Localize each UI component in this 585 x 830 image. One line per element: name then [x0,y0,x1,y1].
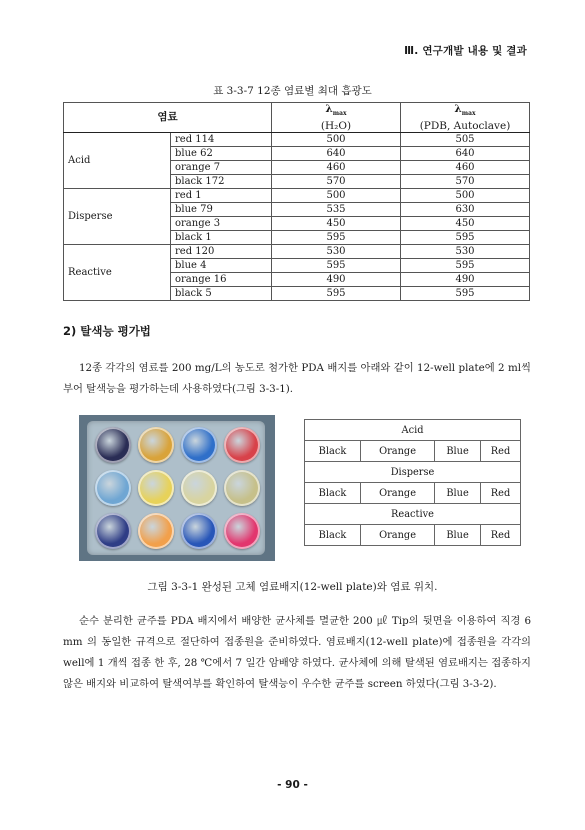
pdb-value-cell: 460 [401,161,530,175]
well [224,513,260,549]
layout-section-label: Disperse [305,462,521,483]
table-body [64,133,530,301]
layout-color-cell: Black [305,441,361,462]
table-row [64,133,530,147]
layout-color-cell: Red [480,483,520,504]
table-header-row [64,103,530,133]
dye-name-cell: red 120 [171,245,272,259]
layout-section-row [305,462,521,483]
dye-name-cell: blue 62 [171,147,272,161]
well [138,470,174,506]
h2o-value-cell: 570 [272,175,401,189]
well [95,513,131,549]
lambda-max-pdb: $\lambda_{max}$ [454,103,476,118]
well [138,427,174,463]
well-plate [87,421,265,555]
header-dye: 염료 [64,103,272,133]
layout-color-cell: Black [305,525,361,546]
well [95,427,131,463]
pdb-value-cell: 630 [401,203,530,217]
pdb-value-cell: 595 [401,287,530,301]
dye-name-cell: orange 7 [171,161,272,175]
h2o-value-cell: 595 [272,259,401,273]
well [181,513,217,549]
pdb-value-cell: 570 [401,175,530,189]
h2o-value-cell: 595 [272,287,401,301]
pdb-value-cell: 500 [401,189,530,203]
page-number: - 90 - [277,779,308,791]
well [224,427,260,463]
pdb-value-cell: 595 [401,231,530,245]
header-h2o-cond: (H₂O) [320,120,352,133]
dye-group-label: Disperse [64,189,171,245]
dye-name-cell: red 1 [171,189,272,203]
layout-section-label: Reactive [305,504,521,525]
dye-name-cell: blue 4 [171,259,272,273]
dye-name-cell: blue 79 [171,203,272,217]
layout-cells-row [305,525,521,546]
dye-name-cell: black 172 [171,175,272,189]
h2o-value-cell: 500 [272,189,401,203]
table-row [64,245,530,259]
pdb-value-cell: 450 [401,217,530,231]
layout-color-cell: Orange [360,525,434,546]
well [224,470,260,506]
well-plate-photo [79,415,275,561]
dye-group-label: Acid [64,133,171,189]
h2o-value-cell: 500 [272,133,401,147]
layout-section-row [305,504,521,525]
section-heading: 2) 탈색능 평가법 [63,324,151,338]
dye-group-label: Reactive [64,245,171,301]
pdb-value-cell: 505 [401,133,530,147]
header-pdb-cond: (PDB, Autoclave) [419,120,511,133]
h2o-value-cell: 530 [272,245,401,259]
layout-section-row [305,420,521,441]
h2o-value-cell: 595 [272,231,401,245]
layout-color-cell: Orange [360,483,434,504]
layout-color-cell: Blue [435,441,481,462]
lambda-max-h2o: $\lambda_{max}$ [325,103,347,118]
plate-layout-table [304,419,521,546]
well [138,513,174,549]
table-caption: 표 3-3-7 12종 염료별 최대 흡광도 [213,85,372,97]
paragraph-plate-prep: 12종 각각의 염료를 200 mg/L의 농도로 첨가한 PDA 배지를 아래와 같이 12-well plate에 2 ml씩 부어 탈색능을 평가하는데 사용하였다(그림 3-3-1). [63,362,531,395]
h2o-value-cell: 450 [272,217,401,231]
pdb-value-cell: 595 [401,259,530,273]
h2o-value-cell: 460 [272,161,401,175]
running-header: Ⅲ. 연구개발 내용 및 결과 [404,45,527,57]
header-h2o [272,103,401,133]
h2o-value-cell: 490 [272,273,401,287]
paragraph-inoculation: 순수 분리한 균주를 PDA 배지에서 배양한 균사체를 멸균한 200 ㎕ Tip의 뒷면을 이용하여 직경 6 mm 의 동일한 규격으로 절단하여 접종원을 준비하였다. 염료배지(12-well plate)에 접종원을 각각의 well에 1 개씩 접종 한 후, 28 ℃에서 7 일간 암배양 하였다. 균사체에 의해 탈색된 염료배지는 접종하지 않은 배지와 비교하여 탈색여부를 확인하여 탈색능이 우수한 균주를 screen 하였다(그림 3-3-2). [63,615,531,690]
h2o-value-cell: 640 [272,147,401,161]
dye-name-cell: black 1 [171,231,272,245]
well [181,470,217,506]
dye-name-cell: orange 16 [171,273,272,287]
layout-color-cell: Orange [360,441,434,462]
header-pdb [401,103,530,133]
pdb-value-cell: 490 [401,273,530,287]
well [95,470,131,506]
layout-cells-row [305,483,521,504]
layout-color-cell: Blue [435,483,481,504]
absorbance-table [63,102,530,301]
pdb-value-cell: 530 [401,245,530,259]
layout-color-cell: Black [305,483,361,504]
layout-color-cell: Red [480,525,520,546]
layout-color-cell: Blue [435,525,481,546]
dye-name-cell: red 114 [171,133,272,147]
plate-layout-body [305,420,521,546]
well [181,427,217,463]
layout-cells-row [305,441,521,462]
table-row [64,189,530,203]
pdb-value-cell: 640 [401,147,530,161]
figure-caption: 그림 3-3-1 완성된 고체 염료배지(12-well plate)와 염료 위치. [147,581,438,593]
layout-color-cell: Red [480,441,520,462]
dye-name-cell: orange 3 [171,217,272,231]
dye-name-cell: black 5 [171,287,272,301]
h2o-value-cell: 535 [272,203,401,217]
layout-section-label: Acid [305,420,521,441]
